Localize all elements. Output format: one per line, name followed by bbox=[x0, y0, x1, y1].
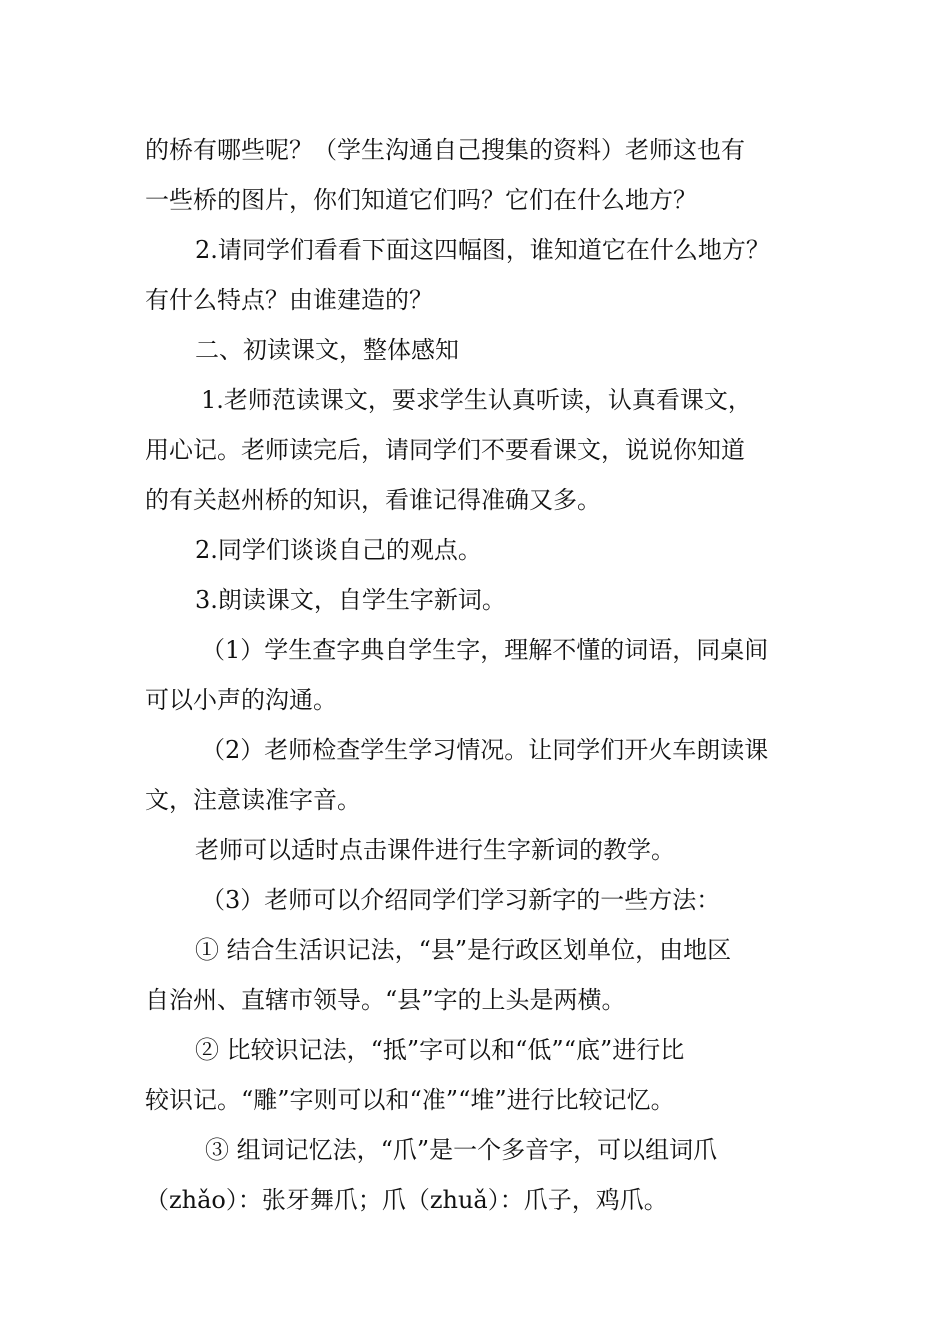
paragraph-line: （1）学生查字典自学生字，理解不懂的词语，同桌间 bbox=[201, 636, 769, 664]
paragraph-line: ③ 组词记忆法，“爪”是一个多音字，可以组词爪 bbox=[205, 1136, 718, 1164]
paragraph-line: 的桥有哪些呢？（学生沟通自己搜集的资料）老师这也有 bbox=[145, 136, 745, 164]
section-heading: 二、初读课文，整体感知 bbox=[195, 336, 459, 364]
paragraph-line: ① 结合生活识记法，“县”是行政区划单位，由地区 bbox=[195, 936, 732, 964]
document-body bbox=[145, 125, 825, 1225]
paragraph-line: 可以小声的沟通。 bbox=[145, 686, 337, 714]
paragraph-line: 1.老师范读课文，要求学生认真听读，认真看课文， bbox=[201, 386, 752, 414]
paragraph-line: 老师可以适时点击课件进行生字新词的教学。 bbox=[195, 836, 675, 864]
paragraph-line: 2.请同学们看看下面这四幅图，谁知道它在什么地方？ bbox=[195, 236, 770, 264]
paragraph-line: 用心记。老师读完后，请同学们不要看课文，说说你知道 bbox=[145, 436, 745, 464]
paragraph-line: 有什么特点？由谁建造的？ bbox=[145, 286, 433, 314]
paragraph-line: （3）老师可以介绍同学们学习新字的一些方法： bbox=[201, 886, 721, 914]
paragraph-line: 自治州、直辖市领导。“县”字的上头是两横。 bbox=[145, 986, 626, 1014]
paragraph-line: 的有关赵州桥的知识，看谁记得准确又多。 bbox=[145, 486, 601, 514]
paragraph-line: 3.朗读课文，自学生字新词。 bbox=[195, 586, 506, 614]
paragraph-line: （2）老师检查学生学习情况。让同学们开火车朗读课 bbox=[201, 736, 769, 764]
paragraph-line: ② 比较识记法，“抵”字可以和“低”“底”进行比 bbox=[195, 1036, 685, 1064]
paragraph-line: （zhǎo）：张牙舞爪；爪（zhuǎ）：爪子，鸡爪。 bbox=[145, 1186, 668, 1214]
paragraph-line: 2.同学们谈谈自己的观点。 bbox=[195, 536, 482, 564]
paragraph-line: 较识记。“雕”字则可以和“准”“堆”进行比较记忆。 bbox=[145, 1086, 675, 1114]
paragraph-line: 文，注意读准字音。 bbox=[145, 786, 361, 814]
paragraph-line: 一些桥的图片，你们知道它们吗？它们在什么地方？ bbox=[145, 186, 697, 214]
